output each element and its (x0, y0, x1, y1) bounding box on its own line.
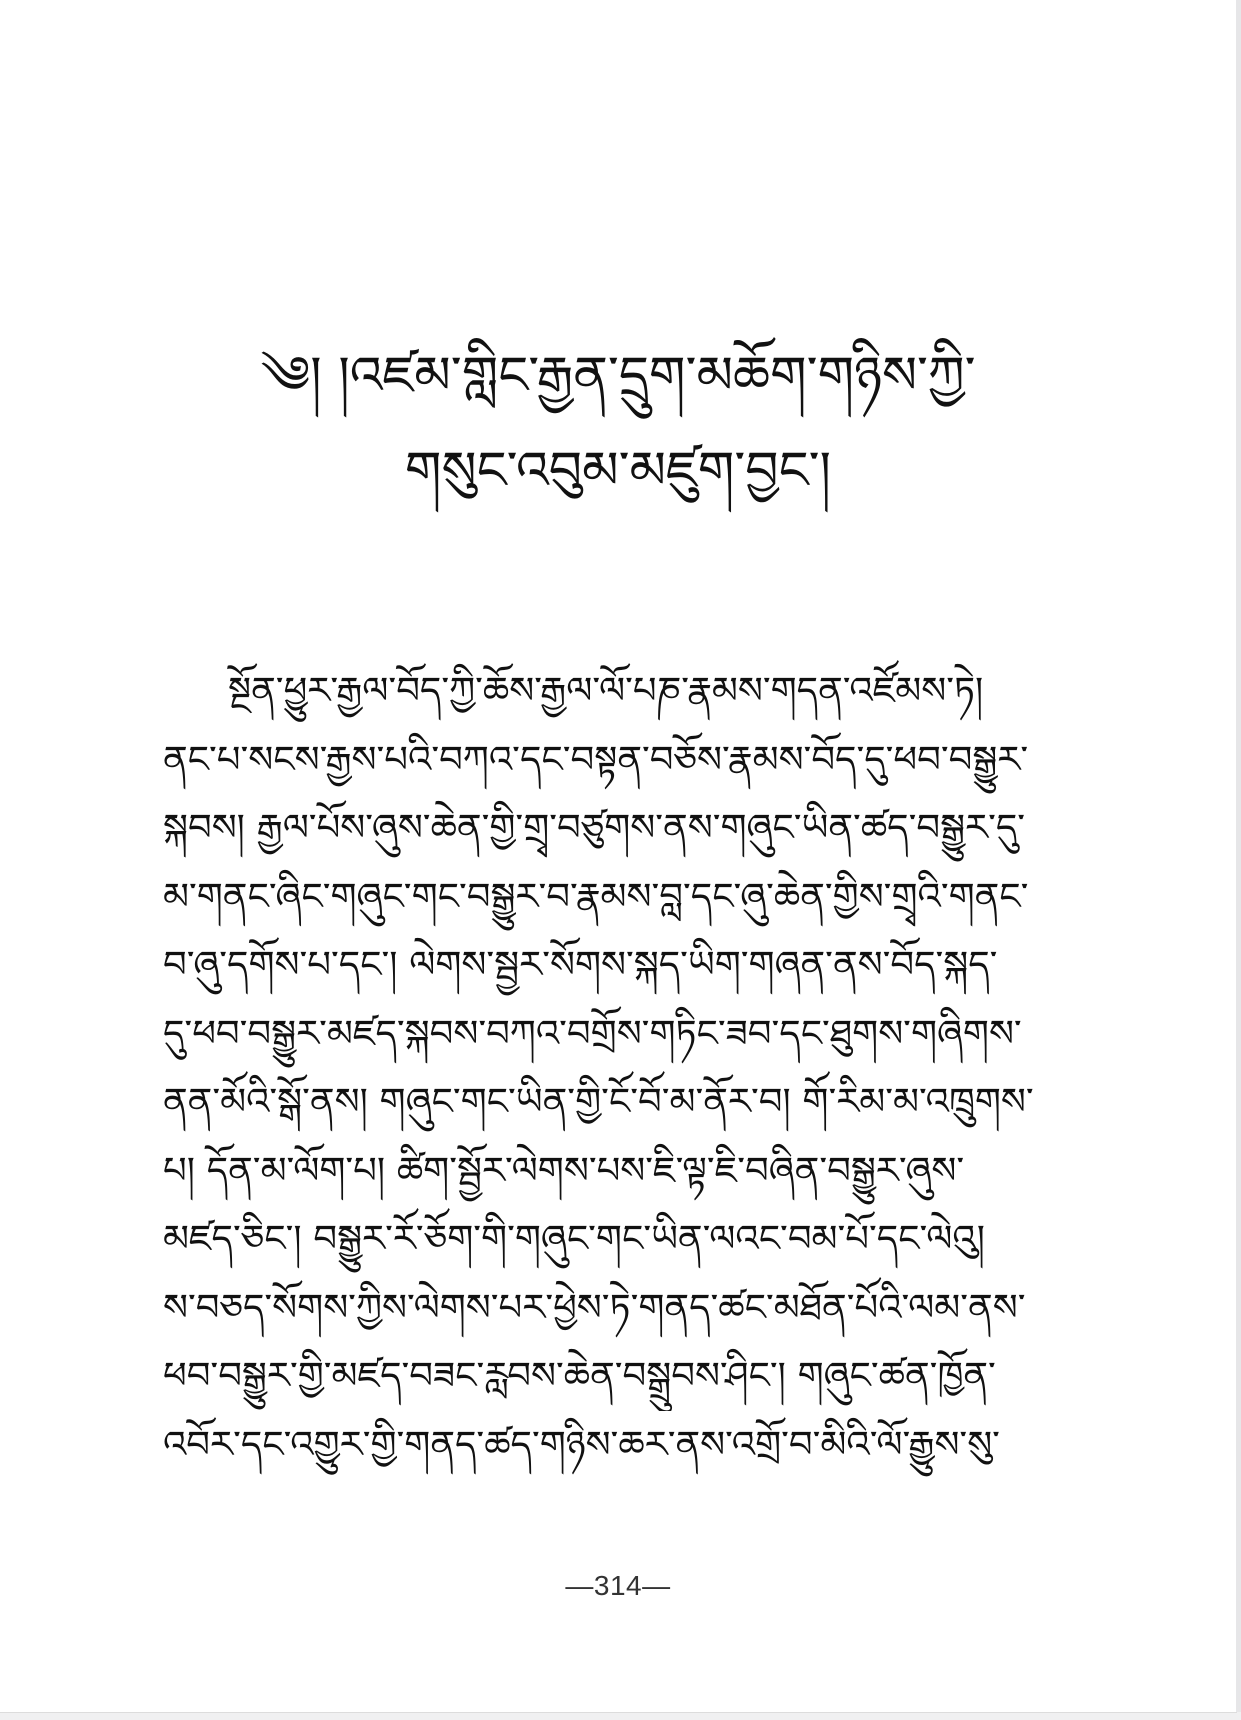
page-number: —314— (565, 1570, 671, 1601)
body-text (163, 657, 1056, 1479)
page-title-line-2: གསུང་འབུམ་མཛུག་བྱང་། (404, 441, 832, 501)
text-line: དུ་ཕབ་བསྒྱུར་མཛད་སྐབས་བཀའ་བགྲོས་གཏིང་ཟབ་དང་ཐུགས་གཞིགས་ (163, 1011, 1022, 1055)
text-line: པ། དོན་མ་ལོག་པ། ཚིག་སྦྱོར་ལེགས་པས་ཇི་ལྟ་ཇི་བཞིན་བསྒྱུར་ཞུས་ (163, 1148, 965, 1192)
page-title-line-1: ༄། །འཛམ་གླིང་རྒྱན་དྲུག་མཆོག་གཉིས་ཀྱི་ (260, 346, 976, 406)
text-line: ས་བཅད་སོགས་ཀྱིས་ལེགས་པར་ཕྱེས་ཏེ་གནད་ཚང་མཐོན་པོའི་ལམ་ནས་ (163, 1285, 1026, 1329)
text-line: ཕབ་བསྒྱུར་གྱི་མཛད་བཟང་རླབས་ཆེན་བསྒྲུབས་ཤིང་། གཞུང་ཚན་ཁྱོན་ (163, 1354, 996, 1397)
text-line: མཛད་ཅིང་། བསྒྱུར་རོ་ཅོག་གི་གཞུང་གང་ཡིན་ལའང་བམ་པོ་དང་ལེའུ། (163, 1217, 985, 1260)
text-line: སྐབས། རྒྱལ་པོས་ཞུས་ཆེན་གྱི་གྲྭ་བཙུགས་ནས་གཞུང་ཡིན་ཚད་བསྒྱུར་དུ་ (163, 806, 1026, 849)
text-line: སྔོན་ཕྱུར་རྒྱལ་བོད་ཀྱི་ཆོས་རྒྱལ་ལོ་པཎ་རྣམས་གདན་འཛོམས་ཏེ། (228, 669, 984, 712)
text-line: འབོར་དང་འགྱུར་གྱི་གནད་ཚད་གཉིས་ཆར་ནས་འགྲོ་བ་མིའི་ལོ་རྒྱུས་སུ་ (163, 1422, 1000, 1466)
text-line: ནན་མོའི་སྒོ་ནས། གཞུང་གང་ཡིན་གྱི་ངོ་བོ་མ་ནོར་བ། གོ་རིམ་མ་འཁྲུགས་ (163, 1080, 1034, 1123)
text-line: མ་གནང་ཞིང་གཞུང་གང་བསྒྱུར་བ་རྣམས་བླ་དང་ཞུ་ཆེན་གྱིས་གྲྭའི་གནང་ (163, 874, 1029, 918)
scrollbar-track[interactable] (1236, 0, 1241, 1712)
text-line: ནང་པ་སངས་རྒྱས་པའི་བཀའ་དང་བསྟན་བཅོས་རྣམས་བོད་དུ་ཕབ་བསྒྱུར་ (163, 737, 1029, 781)
text-line: བ་ཞུ་དགོས་པ་དང་། ལེགས་སྦྱར་སོགས་སྐད་ཡིག་གཞན་ནས་བོད་སྐད་ (163, 943, 998, 986)
